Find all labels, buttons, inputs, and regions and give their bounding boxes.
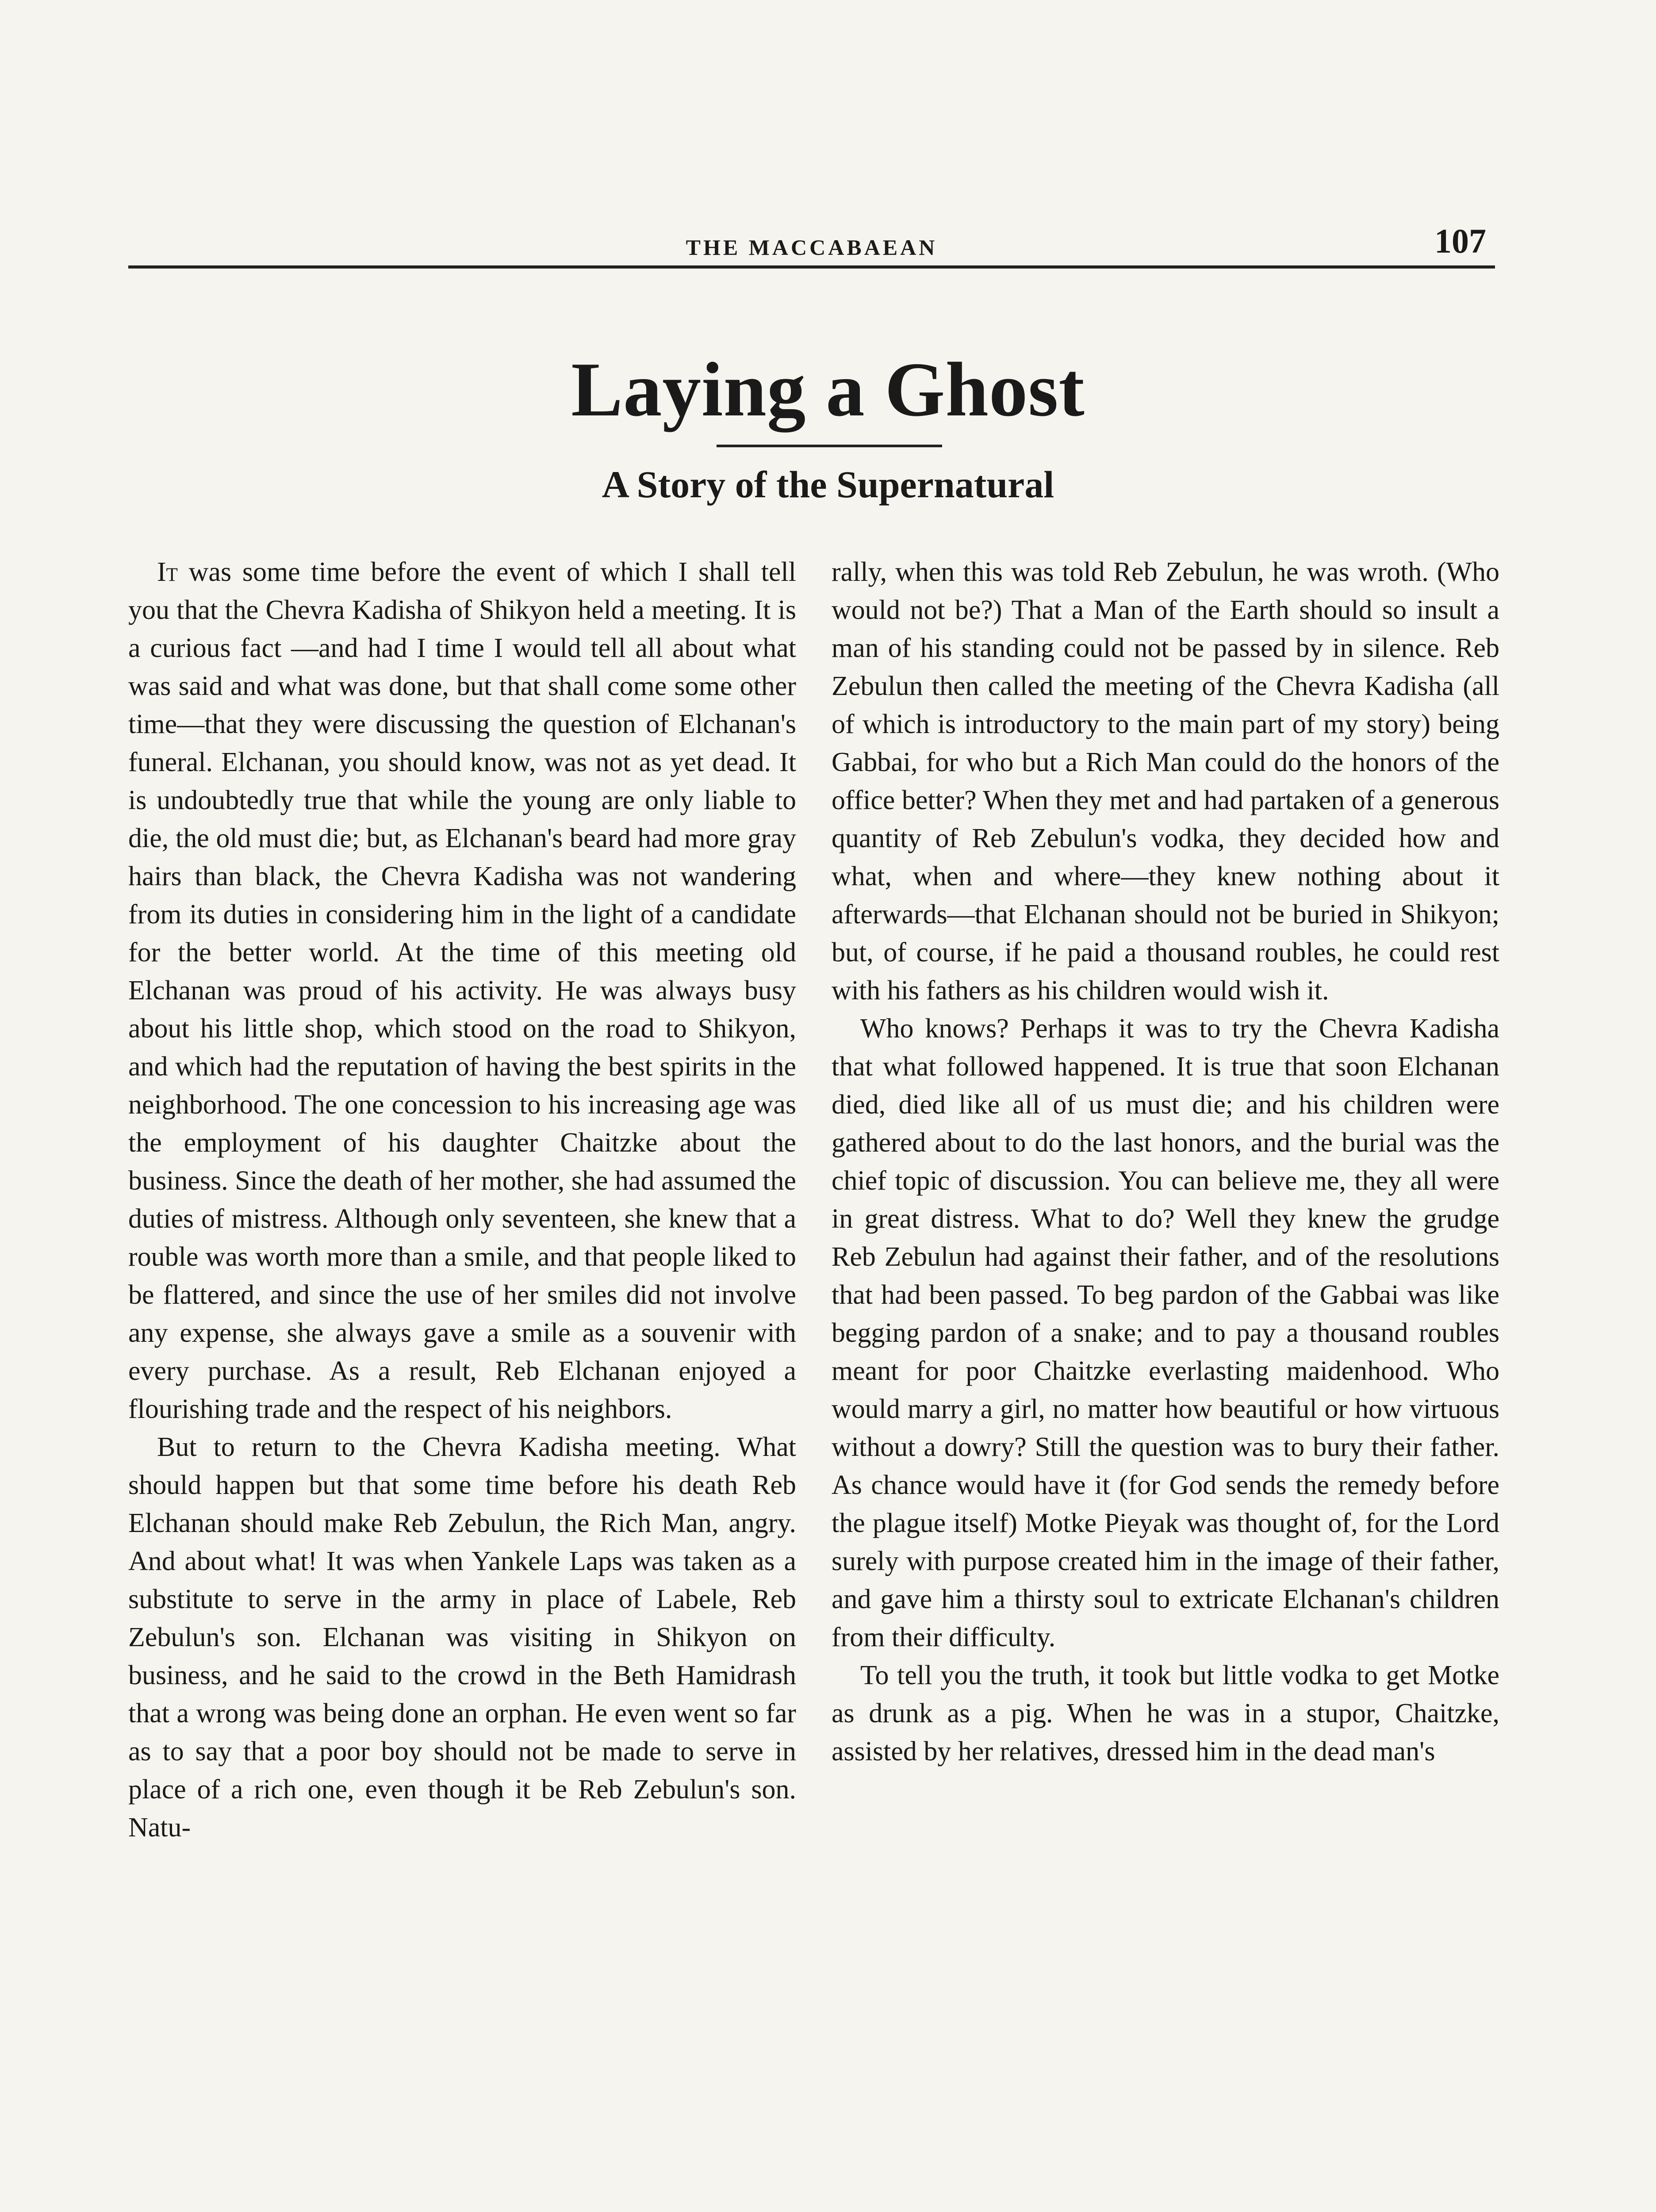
paragraph: rally, when this was told Reb Zebulun, he was wroth. (Who would not be?) That a Man of the Earth should so insult a man of his standing could not be passed by in silence. Reb Zebulun then called the meeting of the Chevra Kadisha (all of which is introductory to the main part of my story) being Gabbai, for who but a Rich Man could do the honors of the office better? When they met and had partaken of a generous quantity of Reb Zebulun's vodka, they decided how and what, when and where—they knew nothing about it afterwards—that Elchanan should not be buried in Shikyon; but, of course, if he paid a thousand roubles, he could rest with his fathers as his children would wish it. (832, 557, 1499, 1006)
paragraph: But to return to the Chevra Kadisha meeting. What should happen but that some time before his death Reb Elchanan should make Reb Zebulun, the Rich Man, angry. And about what! It was when Yankele Laps was taken as a substitute to serve in the army in place of Labele, Reb Zebulun's son. Elchanan was visiting in Shikyon on business, and he said to the crowd in the Beth Hamidrash that a wrong was being done an orphan. He even went so far as to say that a poor boy should not be made to serve in place of a rich one, even though it be Reb Zebulun's son. Natu- (128, 1432, 796, 1843)
article-subtitle: A Story of the Supernatural (602, 463, 1054, 506)
paragraph: To tell you the truth, it took but little vodka to get Motke as drunk as a pig. When he was in a stupor, Chaitzke, assisted by her relatives, dressed him in the dead man's (832, 1660, 1499, 1767)
paragraph: Who knows? Perhaps it was to try the Chevra Kadisha that what followed happened. It is true that soon Elchanan died, died like all of us must die; and his children were gathered about to do the last honors, and the burial was the chief topic of discussion. You can believe me, they all were in great distress. What to do? Well they knew the grudge Reb Zebulun had against their father, and of the resolutions that had been passed. To beg pardon of the Gabbai was like begging pardon of a snake; and to pay a thousand roubles meant for poor Chaitzke everlasting maidenhood. Who would marry a girl, no matter how beautiful or how virtuous without a dowry? Still the question was to bury their father. As chance would have it (for God sends the remedy before the plague itself) Motke Pieyak was thought of, for the Lord surely with purpose created him in the image of their father, and gave him a thirsty soul to extricate Elchanan's children from their difficulty. (832, 1014, 1499, 1652)
page-header (128, 221, 1495, 274)
paragraph (128, 553, 796, 1428)
article-title: Laying a Ghost (571, 346, 1085, 432)
right-column (832, 553, 1499, 1770)
page-number: 107 (1434, 222, 1486, 260)
left-column (128, 553, 796, 1847)
running-title: THE MACCABAEAN (686, 235, 938, 260)
header-rule (128, 265, 1495, 269)
title-rule (717, 445, 942, 447)
lead-word: It (157, 557, 178, 587)
paragraph-text: was some time before the event of which I shall tell you that the Chevra Kadisha of Shikyon held a meeting. It is a curious fact —and had I time I would tell all about what was said and what was done, but that shall come some other time—that they were discussing the question of Elchanan's funeral. Elchanan, you should know, was not as yet dead. It is undoubtedly true that while the young are only liable to die, the old must die; but, as Elchanan's beard had more gray hairs than black, the Chevra Kadisha was not wandering from its duties in considering him in the light of a candidate for the better world. At the time of this meeting old Elchanan was proud of his activity. He was always busy about his little shop, which stood on the road to Shikyon, and which had the reputation of having the best spirits in the neighborhood. The one concession to his increasing age was the employment of his daughter Chaitzke about the business. Since the death of her mother, she had assumed the duties of mistress. Although only seventeen, she knew that a rouble was worth more than a smile, and that people liked to be flattered, and since the use of her smiles did not involve any expense, she always gave a smile as a souvenir with every purchase. As a result, Reb Elchanan enjoyed a flourishing trade and the respect of his neighbors. (128, 557, 796, 1424)
